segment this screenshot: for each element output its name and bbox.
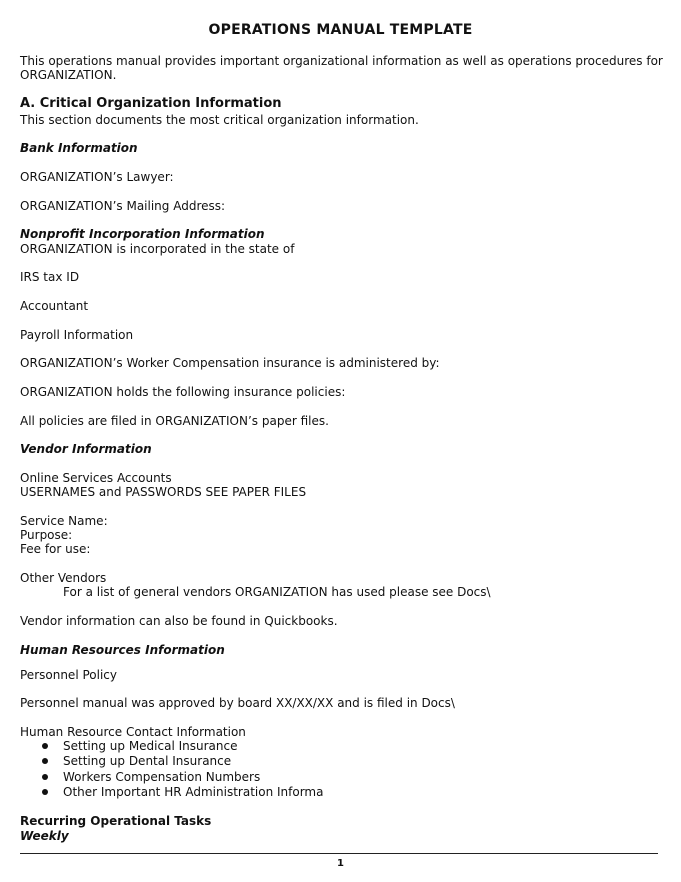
insurance-policies-line: ORGANIZATION holds the following insurance policies: bbox=[20, 385, 346, 399]
payroll-information-line: Payroll Information bbox=[20, 328, 134, 342]
section-a-description: This section documents the most critical organization information. bbox=[20, 113, 419, 127]
bank-information-heading: Bank Information bbox=[20, 141, 138, 155]
bullet-icon bbox=[42, 743, 48, 749]
purpose-line: Purpose: bbox=[20, 528, 73, 542]
hr-contact-information-line: Human Resource Contact Information bbox=[20, 725, 246, 739]
bullet-icon bbox=[42, 758, 48, 764]
online-services-line: Online Services Accounts bbox=[20, 471, 172, 485]
document-title: OPERATIONS MANUAL TEMPLATE bbox=[208, 22, 473, 38]
personnel-policy-line: Personnel Policy bbox=[20, 668, 117, 682]
intro-text-line-2: ORGANIZATION. bbox=[20, 68, 117, 82]
page-number: 1 bbox=[337, 858, 344, 869]
weekly-subheading: Weekly bbox=[20, 829, 69, 843]
bullet-icon bbox=[42, 789, 48, 795]
accountant-line: Accountant bbox=[20, 299, 89, 313]
quickbooks-line: Vendor information can also be found in Quickbooks. bbox=[20, 614, 338, 628]
list-item-text: Other Important HR Administration Informa bbox=[63, 785, 324, 799]
list-item-text: Workers Compensation Numbers bbox=[63, 770, 261, 784]
list-item-text: Setting up Dental Insurance bbox=[63, 754, 232, 768]
list-item bbox=[42, 770, 260, 784]
fee-for-use-line: Fee for use: bbox=[20, 542, 91, 556]
recurring-tasks-heading: Recurring Operational Tasks bbox=[20, 814, 212, 828]
intro-text-line-1: This operations manual provides important organizational information as well as operations procedures for bbox=[20, 54, 663, 68]
policies-filed-line: All policies are filed in ORGANIZATION’s paper files. bbox=[20, 414, 329, 428]
lawyer-line: ORGANIZATION’s Lawyer: bbox=[20, 170, 174, 184]
other-vendors-line: Other Vendors bbox=[20, 571, 107, 585]
nonprofit-incorporation-heading: Nonprofit Incorporation Information bbox=[20, 227, 265, 241]
worker-compensation-line: ORGANIZATION’s Worker Compensation insurance is administered by: bbox=[20, 356, 440, 370]
human-resources-heading: Human Resources Information bbox=[20, 643, 225, 657]
personnel-manual-line: Personnel manual was approved by board XX/XX/XX and is filed in Docs\ bbox=[20, 696, 455, 710]
footer-divider bbox=[20, 853, 658, 854]
list-item bbox=[42, 754, 231, 768]
list-item bbox=[42, 785, 323, 799]
list-item bbox=[42, 739, 237, 753]
section-a-heading: A. Critical Organization Information bbox=[20, 96, 282, 111]
usernames-passwords-line: USERNAMES and PASSWORDS SEE PAPER FILES bbox=[20, 485, 307, 499]
vendor-information-heading: Vendor Information bbox=[20, 442, 152, 456]
mailing-address-line: ORGANIZATION’s Mailing Address: bbox=[20, 199, 226, 213]
general-vendors-line: For a list of general vendors ORGANIZATION has used please see Docs\ bbox=[63, 585, 491, 599]
list-item-text: Setting up Medical Insurance bbox=[63, 739, 238, 753]
irs-tax-id-line: IRS tax ID bbox=[20, 270, 80, 284]
incorporated-state-line: ORGANIZATION is incorporated in the state of bbox=[20, 242, 295, 256]
bullet-icon bbox=[42, 774, 48, 780]
service-name-line: Service Name: bbox=[20, 514, 108, 528]
